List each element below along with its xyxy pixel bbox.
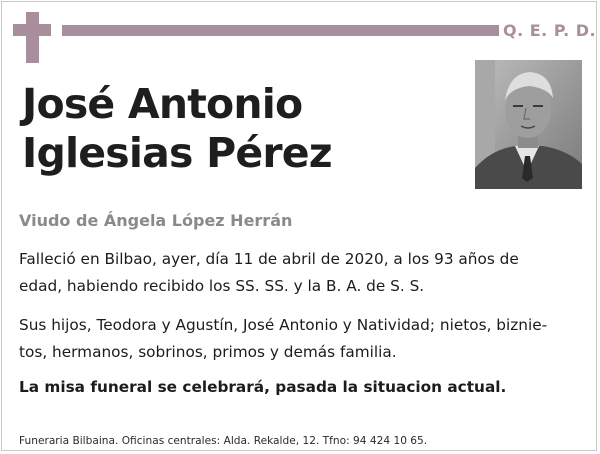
funeral-home-footer: Funeraria Bilbaina. Oficinas centrales: Alda. Rekalde, 12. Tfno: 94 424 10 65. [19, 435, 428, 447]
cross-icon-bar [13, 24, 51, 36]
paragraph-line: tos, hermanos, sobrinos, primos y demás familia. [19, 343, 397, 361]
qepd-badge: Q. E. P. D. [503, 21, 597, 40]
death-notice-paragraph [19, 246, 589, 300]
header-rule [62, 25, 499, 36]
paragraph-line: Sus hijos, Teodora y Agustín, José Antonio y Natividad; nietos, biznie- [19, 316, 548, 334]
family-paragraph [19, 312, 589, 366]
name-line-2: Iglesias Pérez [22, 129, 332, 177]
cross-icon [26, 12, 39, 63]
deceased-name [22, 80, 462, 178]
subtitle-spouse: Viudo de Ángela López Herrán [19, 211, 293, 230]
paragraph-line: edad, habiendo recibido los SS. SS. y la B. A. de S. S. [19, 277, 425, 295]
portrait-photo [475, 60, 582, 189]
name-line-1: José Antonio [22, 80, 303, 128]
obituary-card [1, 1, 597, 451]
funeral-notice: La misa funeral se celebrará, pasada la situacion actual. [19, 378, 507, 396]
paragraph-line: Falleció en Bilbao, ayer, día 11 de abril de 2020, a los 93 años de [19, 250, 519, 268]
